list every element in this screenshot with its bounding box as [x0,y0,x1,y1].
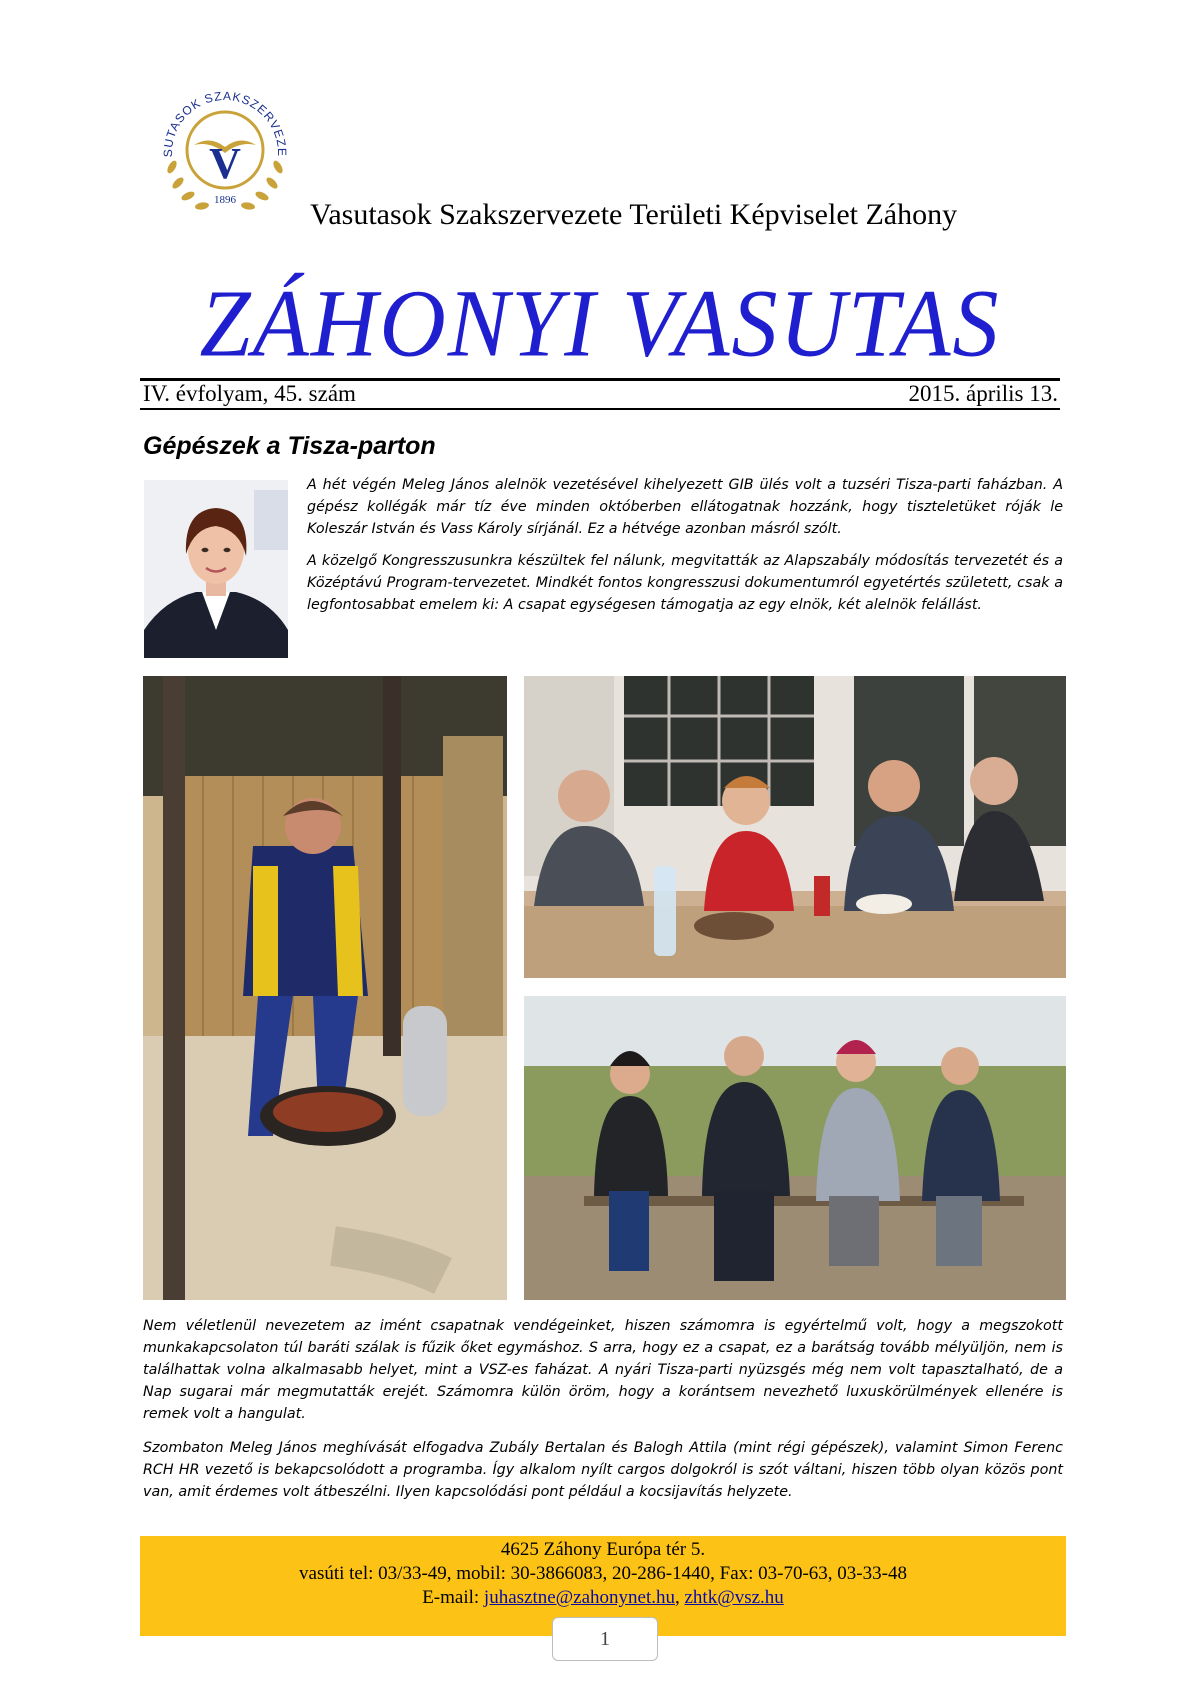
intro-paragraph: A közelgő Kongresszusunkra készültek fel nálunk, megvitatták az Alapszabály módosítás tervezetét és a Középtávú Program-tervezetet. Mindkét fontos kongresszusi dokumentumról egyetértés született, csak a legfontosabbat emelem ki: A csapat egységesen támogatja az egy elnök, két alelnök felállást. [307,553,1063,613]
union-logo [150,75,300,225]
footer-address: 4625 Záhony Európa tér 5. [500,1539,706,1560]
email-separator: , [675,1587,680,1608]
masthead-rule-bottom [140,408,1060,410]
email-label: E-mail: [422,1587,480,1608]
logo-ring-text: SUTASOK SZAKSZERVEZE [160,88,290,158]
footer-email-line [140,1586,1066,1610]
article-intro [307,474,1063,626]
article-title: Gépészek a Tisza-parton [143,432,436,460]
body-paragraph: Nem véletlenül nevezetem az imént csapatnak vendégeinket, hiszen számomra is egyértelmű volt, hogy a megszokott munkakapcsolaton túl baráti szálak is fűzik őket egymáshoz. S arra, hogy ez a csapat, ez a barátság tovább mélyüljön, nem is találhattak volna alkalmasabb helyet, mint a VSZ-es faházat. A nyári Tisza-parti nyüzsgés még nem volt tapasztalható, de a Nap sugarai már megmutatták erejét. Számomra külön öröm, hogy a korántsem nevezhető luxuskörülmények ellenére is remek volt a hangulat. [143,1318,1063,1422]
email-link-secondary[interactable]: zhtk@vsz.hu [684,1587,784,1608]
issue-info: IV. évfolyam, 45. szám [143,381,356,406]
logo-letter: V [209,139,241,188]
footer-phones: vasúti tel: 03/33-49, mobil: 30-3866083, 20-286-1440, Fax: 03-70-63, 03-33-48 [299,1563,907,1584]
email-link-primary[interactable]: juhasztne@zahonynet.hu [483,1587,675,1608]
article-body [143,1315,1063,1515]
page-number: 1 [552,1617,658,1661]
author-portrait-photo [144,480,288,658]
issue-date: 2015. április 13. [908,381,1058,406]
grilling-photo [143,676,507,1300]
body-paragraph: Szombaton Meleg János meghívását elfogadva Zubály Bertalan és Balogh Attila (mint régi gépészek), valamint Simon Ferenc RCH HR vezető is bekapcsolódott a programba. Így alkalom nyílt cargos dolgokról is szót váltani, hiszen több olyan közös pont van, amit érdemes volt átbeszélni. Ilyen kapcsolódási pont például a kocsijavítás helyzete. [143,1440,1063,1500]
newsletter-masthead: ZÁHONYI VASUTAS [199,269,1001,377]
intro-paragraph: A hét végén Meleg János alelnök vezetésével kihelyezett GIB ülés volt a tuzséri Tisza-parti faházban. A gépész kollégák már tíz éve minden októberben ellátogatnak hozzánk, hogy tiszteletüket róják le Koleszár István és Vass Károly sírjánál. Ez a hétvége azonban másról szólt. [307,477,1063,537]
table-group-photo [524,676,1066,978]
organization-name: Vasutasok Szakszervezete Területi Képviselet Záhony [310,198,958,231]
bench-group-photo [524,996,1066,1300]
logo-year: 1896 [214,194,236,206]
